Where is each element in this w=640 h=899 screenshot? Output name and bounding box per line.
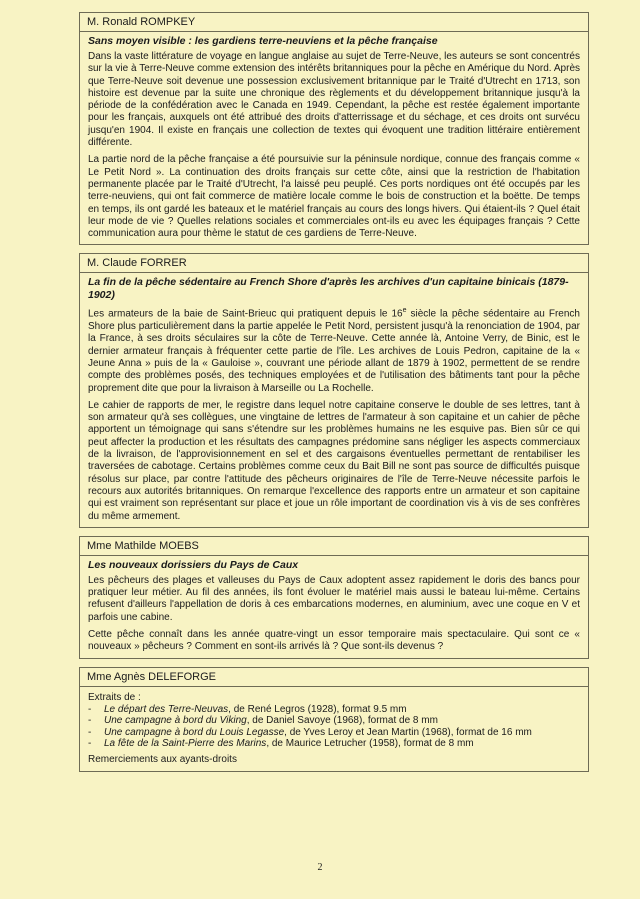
film-details: , de Maurice Letrucher (1958), format de 8 mm xyxy=(266,738,474,750)
section-title: Les nouveaux dorissiers du Pays de Caux xyxy=(88,558,299,571)
page-number: 2 xyxy=(317,862,323,873)
list-item: - Le départ des Terre-Neuvas, de René Legros (1928), format 9.5 mm xyxy=(88,703,407,715)
film-details: , de Daniel Savoye (1968), format de 8 mm xyxy=(246,715,438,727)
section-moebs xyxy=(79,536,589,659)
paragraph: Les armateurs de la baie de Saint-Brieuc qui pratiquent depuis le 16e siècle la pêche sédentaire au French Shore plus particulièrement dans la partie appelée le Petit Nord, persistent jusqu'à la renonciation de 1904, par la France, à ses droits séculaires sur la côte de Terre-Neuve. Cette année là, Antoine Verry, de Binic, est le dernier armateur français à fréquenter cette partie de l'île. Les archives de Louis Pedron, capitaine de la « Jeune Anna » puis de la « Gauloise », couvrant une période allant de 1879 à 1902, permettent de se rendre compte des problèmes posés, des techniques employées et de l'utilisation des bâtiments tant pour la pêche proprement dite que pour la livraison à Marseille ou La Rochelle. xyxy=(88,307,580,394)
section-deleforge xyxy=(79,667,589,772)
author-name: M. Claude FORRER xyxy=(80,254,588,273)
section-rompkey xyxy=(79,12,589,245)
film-title: Une campagne à bord du Louis Legasse xyxy=(104,726,285,738)
acknowledgements: Remerciements aux ayants-droits xyxy=(88,753,237,765)
film-details: , de René Legros (1928), format 9.5 mm xyxy=(228,703,407,715)
list-item: - La fête de la Saint-Pierre des Marins, de Maurice Letrucher (1958), format de 8 mm xyxy=(88,738,474,750)
section-forrer xyxy=(79,253,589,527)
paragraph: La partie nord de la pêche française a été poursuivie sur la péninsule nordique, connue des français comme « Le Petit Nord ». La continuation des droits français sur cette côte, ainsi que la restriction de l'habitation permanente placée par le Traité d'Utrecht, l'a laissé peu peuplé. Ces ports nordiques ont été occupés par les terre-neuviens, qui ont fait commerce de matière locale comme le bois de construction et la boëtte. De temps en temps, ils ont gardé les bateaux et le matériel français au cours des longs hivers. Qui étaient-ils ? Quel était leur mode de vie ? Quelles relations sociales et commerciales ont-ils eu avec les équipages français ? Cette communication aura pour thème le statut de ces gardiens de Terre-Neuve. xyxy=(88,154,580,240)
author-name: M. Ronald ROMPKEY xyxy=(80,13,588,32)
paragraph: Cette pêche connaît dans les année quatre-vingt un essor temporaire mais spectaculaire. Qui sont ce « nouveaux » pêcheurs ? Comment en sont-ils arrivés là ? Que sont-ils devenus ? xyxy=(88,629,580,653)
author-name: Mme Agnès DELEFORGE xyxy=(80,668,588,687)
film-title: La fête de la Saint-Pierre des Marins xyxy=(104,738,267,750)
list-item: - Une campagne à bord du Viking, de Daniel Savoye (1968), format de 8 mm xyxy=(88,715,438,727)
section-title: Sans moyen visible : les gardiens terre-neuviens et la pêche française xyxy=(88,35,438,47)
film-title: Une campagne à bord du Viking xyxy=(104,715,247,727)
extracts-label: Extraits de : xyxy=(88,691,141,703)
extracts-list xyxy=(88,704,580,750)
document-page xyxy=(79,12,589,780)
list-item: - Une campagne à bord du Louis Legasse, de Yves Leroy et Jean Martin (1968), format de 16 mm xyxy=(88,726,532,738)
paragraph: Le cahier de rapports de mer, le registre dans lequel notre capitaine conserve le double de ses lettres, tant à son armateur qu'à ses collègues, une vingtaine de lettres de l'armateur à son capitaine et un cahier de pêche apportent un témoignage qui sans s'étendre sur les problèmes humains ne les esquive pas. Bien sûr ce qui peut affecter la production et les résultats des campagnes prédomine sans négliger les aspects commerciaux de la livraison, de l'approvisionnement en sel et des cargaisons éventuelles permettant de rentabiliser les traversées de cabotage. Certains problèmes comme ceux du Bait Bill ne sont pas source de difficultés puisque résolus sur place, par contre l'attitude des pêcheurs originaires de l'île de Terre-Neuve nécessite parfois le recours aux autorités britanniques. On remarque l'excellence des rapports entre un armateur et son capitaine qui est vraiment son représentant sur place et joue un rôle important de coordination vis à vis de ses confrères du même armement. xyxy=(88,399,580,522)
paragraph: Dans la vaste littérature de voyage en langue anglaise au sujet de Terre-Neuve, les auteurs se sont concentrés sur la vie à Terre-Neuve comme extension des intérêts britanniques pour la pêche en Amérique du Nord. Après que Terre-Neuve soit devenue une possession exclusivement britannique par le Traité d'Utrecht en 1713, son histoire est devenue par la suite une chronique des règlements et du développement britannique jusqu'à la période de la confédération avec le Canada en 1949. Cependant, la pêche est restée également importante pour les français, auxquels ont été attribué des droits d'atterrissage et du séchage, et ces droits ont survécu jusqu'en 1904. Il existe en français une collection de textes qui évoquent une tradition littéraire entièrement différente. xyxy=(88,51,580,149)
film-details: , de Yves Leroy et Jean Martin (1968), format de 16 mm xyxy=(284,726,532,738)
film-title: Le départ des Terre-Neuvas xyxy=(104,703,229,715)
paragraph: Les pêcheurs des plages et valleuses du Pays de Caux adoptent assez rapidement le doris des bancs pour pratiquer leur métier. Au fil des années, ils font évoluer le matériel mais aussi le bateau lui-même. Certains refusent d'ailleurs l'appellation de doris à ces embarcations modernes, en aluminium, avec une coque en V et parfois une cabine. xyxy=(88,574,580,623)
author-name: Mme Mathilde MOEBS xyxy=(80,537,588,556)
section-title: La fin de la pêche sédentaire au French Shore d'après les archives d'un capitaine binicais (1879-1902) xyxy=(88,276,569,302)
